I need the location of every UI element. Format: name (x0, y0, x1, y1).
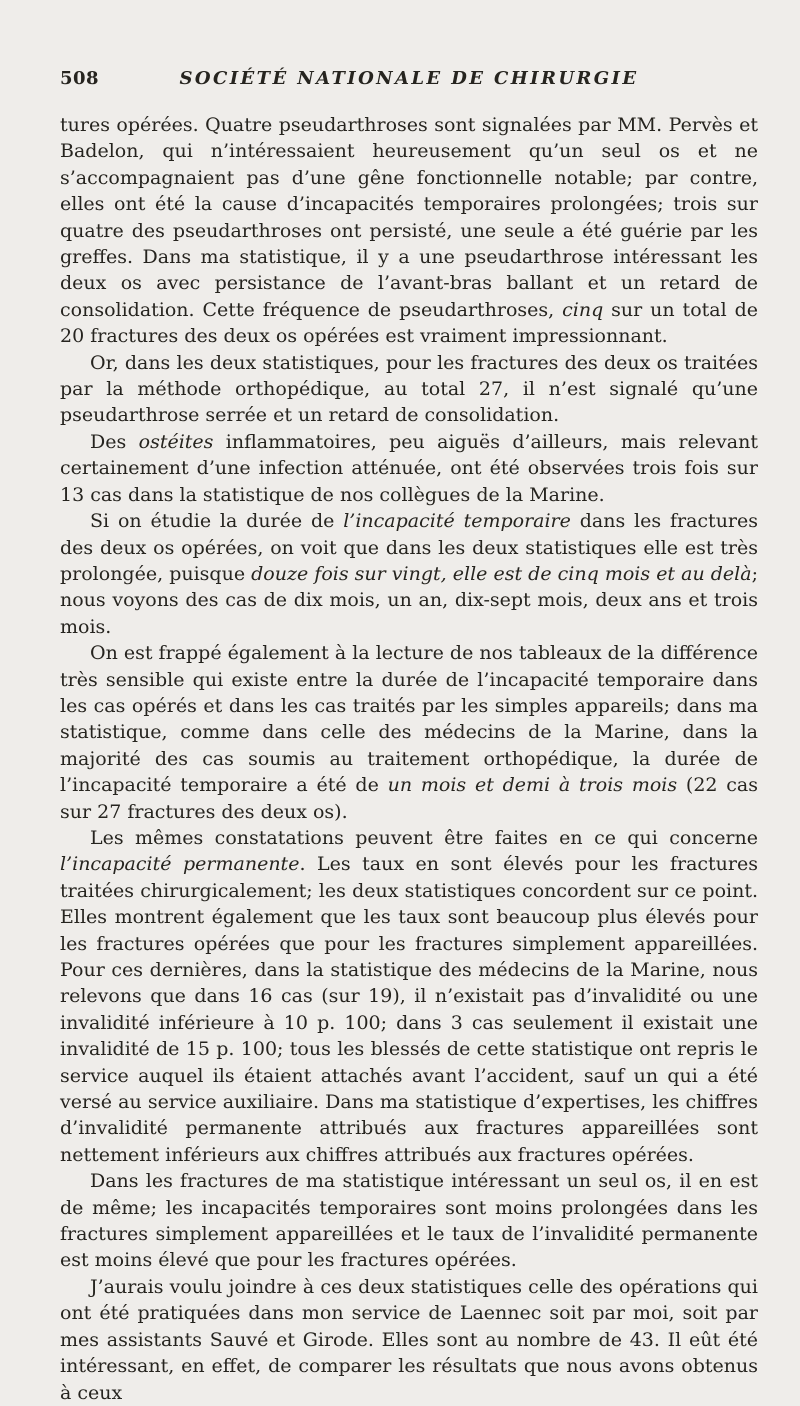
italic-phrase: ostéites (138, 430, 214, 453)
italic-phrase: l’incapacité permanente (60, 853, 300, 876)
paragraph (60, 640, 758, 825)
text-run: ; nous voyons des cas de dix mois, un an, dix-sept mois, deux ans et trois mois. (60, 562, 758, 638)
italic-phrase: un mois et demi à trois mois (387, 774, 678, 797)
italic-phrase: l’incapacité temporaire (343, 510, 571, 533)
text-run: sur un total de 20 fractures des deux os opérées est vraiment impressionnant. (60, 298, 758, 348)
paragraph (60, 429, 758, 508)
page-number: 508 (60, 68, 100, 89)
body-text (60, 112, 758, 1406)
paragraph (60, 1274, 758, 1406)
paragraph (60, 112, 758, 350)
text-run: inflammatoires, peu aiguës d’ailleurs, mais relevant certainement d’une infection atténuée, ont été observées trois fois sur 13 cas dans la statistique de nos collègues de la Marine. (60, 430, 758, 506)
text-run: . Les taux en sont élevés pour les fractures traitées chirurgicalement; les deux statistiques concordent sur ce point. Elles montrent également que les taux sont beaucoup plus élevés pour les fractures opérées que pour les fractures simplement appareillées. Pour ces dernières, dans la statistique des médecins de la Marine, nous relevons que dans 16 cas (sur 19), il n’existait pas d’invalidité ou une invalidité inférieure à 10 p. 100; dans 3 cas seulement il existait une invalidité de 15 p. 100; tous les blessés de cette statistique ont repris le service auquel ils étaient attachés avant l’accident, sauf un qui a été versé au service auxiliaire. Dans ma statistique d’expertises, les chiffres d’invalidité permanente attribués aux fractures appareillées sont nettement inférieurs aux chiffres attribués aux fractures opérées. (60, 853, 758, 1166)
running-head (60, 64, 758, 98)
text-run: J’aurais voulu joindre à ces deux statistiques celle des opérations qui ont été pratiquées dans mon service de Laennec soit par moi, soit par mes assistants Sauvé et Girode. Elles sont au nombre de 43. Il eût été intéressant, en effet, de comparer les résultats que nous avons obtenus à ceux (60, 1275, 758, 1404)
text-run: Dans les fractures de ma statistique intéressant un seul os, il en est de même; les incapacités temporaires sont moins prolongées dans les fractures simplement appareillées et le taux de l’invalidité permanente est moins élevé que pour les fractures opérées. (60, 1170, 758, 1272)
text-run: Les mêmes constatations peuvent être faites en ce qui concerne (90, 826, 758, 849)
journal-title: SOCIÉTÉ NATIONALE DE CHIRURGIE (179, 68, 639, 89)
text-run: tures opérées. Quatre pseudarthroses sont signalées par MM. Pervès et Badelon, qui n’intéressaient heureusement qu’un seul os et ne s’accompagnaient pas d’une gêne fonctionnelle notable; par contre, elles ont été la cause d’incapacités temporaires prolongées; trois sur quatre des pseudarthroses ont persisté, une seule a été guérie par les greffes. Dans ma statistique, il y a une pseudarthrose intéressant les deux os avec persistance de l’avant-bras ballant et un retard de consolidation. Cette fréquence de pseudarthroses, (60, 114, 758, 321)
text-run: Des (90, 430, 139, 453)
text-run: (22 cas sur 27 fractures des deux os). (60, 774, 759, 823)
text-run: On est frappé également à la lecture de nos tableaux de la différence très sensible qui existe entre la durée de l’incapacité temporaire dans les cas opérés et dans les cas traités par les simples appareils; dans ma statistique, comme dans celle des médecins de la Marine, dans la majorité des cas soumis au traitement orthopédique, la durée de l’incapacité temporaire a été de (60, 642, 758, 797)
text-run: dans les fractures des deux os opérées, on voit que dans les deux statistiques elle est très prolongée, puisque (60, 510, 759, 585)
paragraph (60, 350, 758, 429)
text-run: Si on étudie la durée de (90, 510, 344, 533)
italic-phrase: douze fois sur vingt, elle est de cinq mois et au delà (251, 562, 752, 585)
paragraph (60, 1168, 758, 1274)
paragraph (60, 825, 758, 1168)
italic-phrase: cinq (562, 298, 604, 321)
text-run: Or, dans les deux statistiques, pour les fractures des deux os traitées par la méthode orthopédique, au total 27, il n’est signalé qu’une pseudarthrose serrée et un retard de consolidation. (60, 351, 758, 427)
paragraph (60, 508, 758, 640)
